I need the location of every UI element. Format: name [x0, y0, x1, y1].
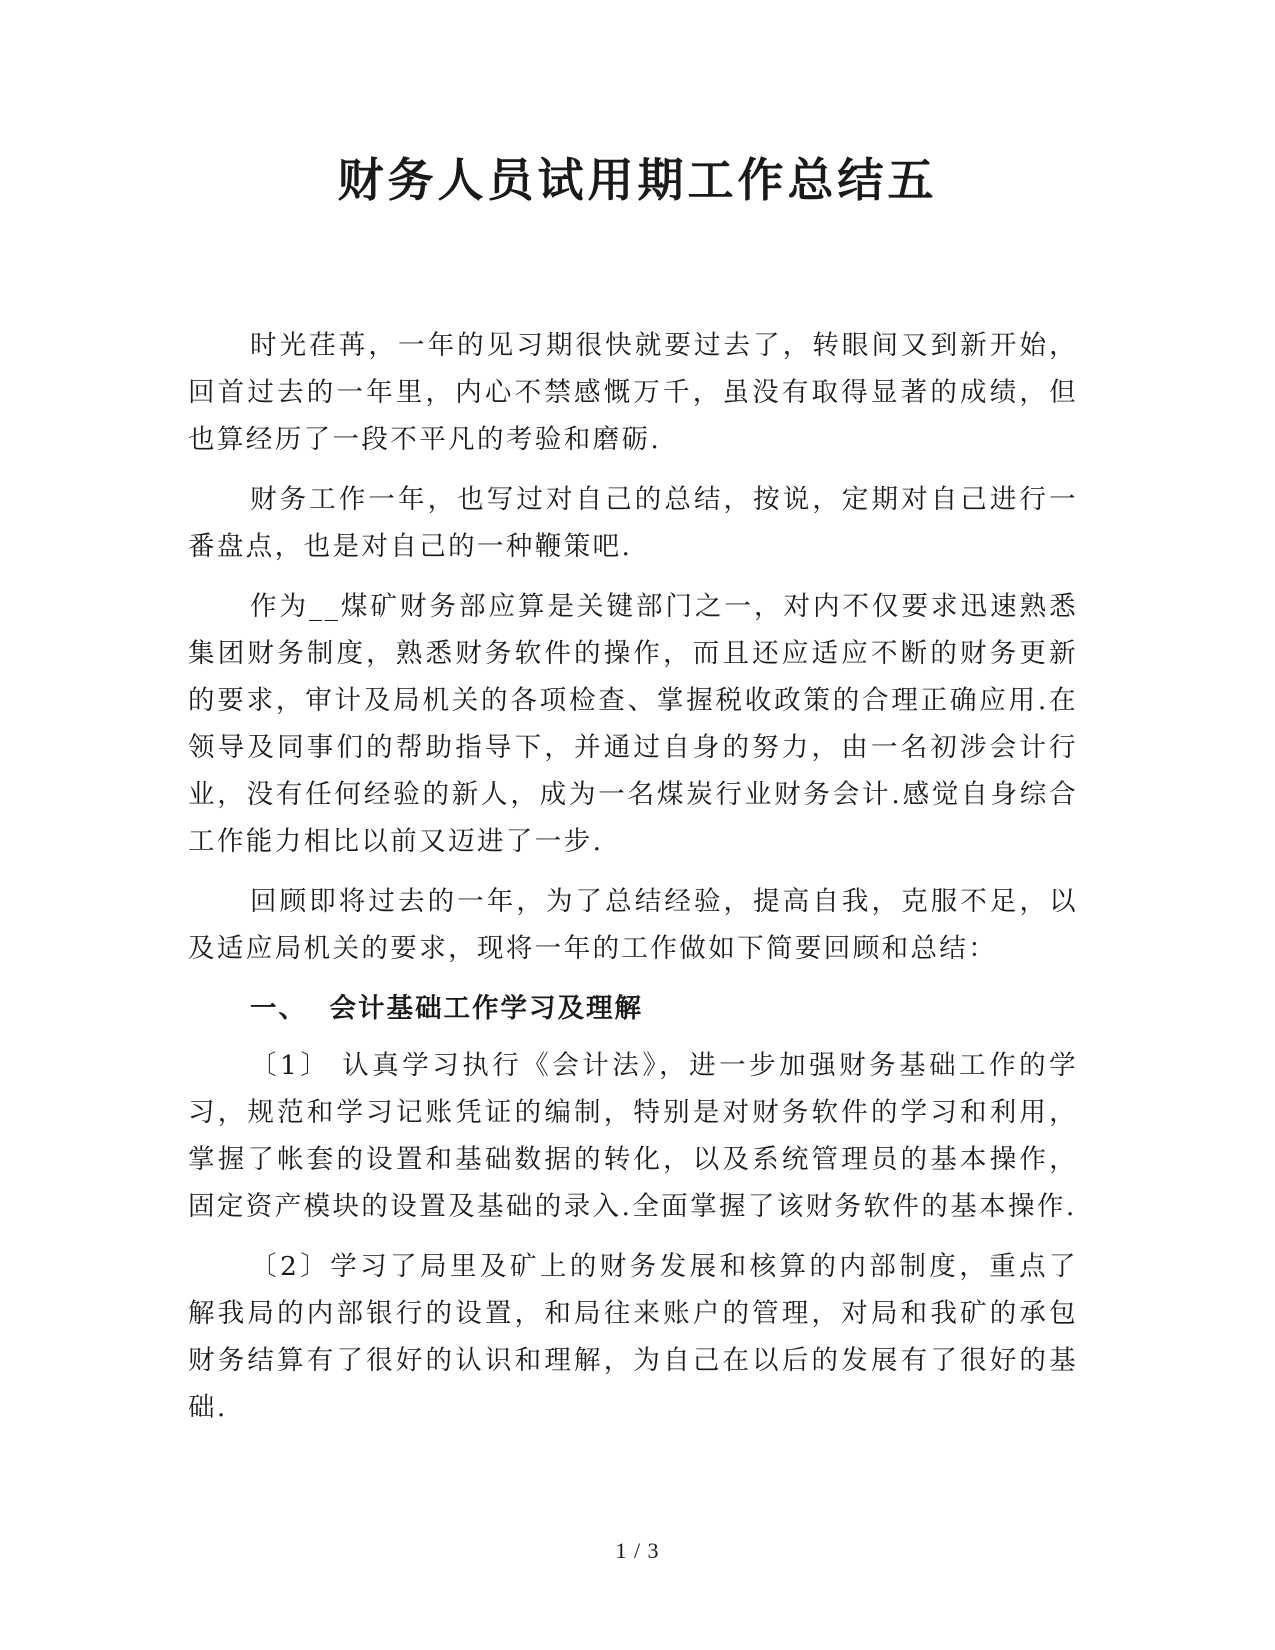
paragraph-intro-3: 作为__煤矿财务部应算是关键部门之一，对内不仅要求迅速熟悉集团财务制度，熟悉财务软件的操作，而且还应适应不断的财务更新的要求，审计及局机关的各项检查、掌握税收政策的合理正确应用.在领导及同事们的帮助指导下，并通过自身的努力，由一名初涉会计行业，没有任何经验的新人，成为一名煤炭行业财务会计.感觉自身综合工作能力相比以前又迈进了一步. [188, 591, 1078, 857]
document-body [188, 322, 1078, 1444]
paragraph-intro-4: 回顾即将过去的一年，为了总结经验，提高自我，克服不足，以及适应局机关的要求，现将一年的工作做如下简要回顾和总结： [188, 886, 1078, 964]
section-heading: 一、 会计基础工作学习及理解 [250, 993, 643, 1024]
document-title: 财务人员试用期工作总结五 [337, 153, 938, 207]
paragraph-intro-2: 财务工作一年，也写过对自己的总结，按说，定期对自己进行一番盘点，也是对自己的一种鞭策吧. [188, 484, 1078, 562]
paragraph-intro-1: 时光荏苒，一年的见习期很快就要过去了，转眼间又到新开始，回首过去的一年里，内心不禁感慨万千，虽没有取得显著的成绩，但也算经历了一段不平凡的考验和磨砺. [188, 330, 1078, 455]
paragraph-section-2: 〔2〕学习了局里及矿上的财务发展和核算的内部制度，重点了解我局的内部银行的设置，和局往来账户的管理，对局和我矿的承包财务结算有了很好的认识和理解，为自己在以后的发展有了很好的基础. [188, 1251, 1078, 1423]
paragraph-section-1: 〔1〕 认真学习执行《会计法》，进一步加强财务基础工作的学习，规范和学习记账凭证的编制，特别是对财务软件的学习和利用，掌握了帐套的设置和基础数据的转化，以及系统管理员的基本操作，固定资产模块的设置及基础的录入.全面掌握了该财务软件的基本操作. [188, 1050, 1078, 1222]
page-number: 1 / 3 [615, 1538, 660, 1563]
